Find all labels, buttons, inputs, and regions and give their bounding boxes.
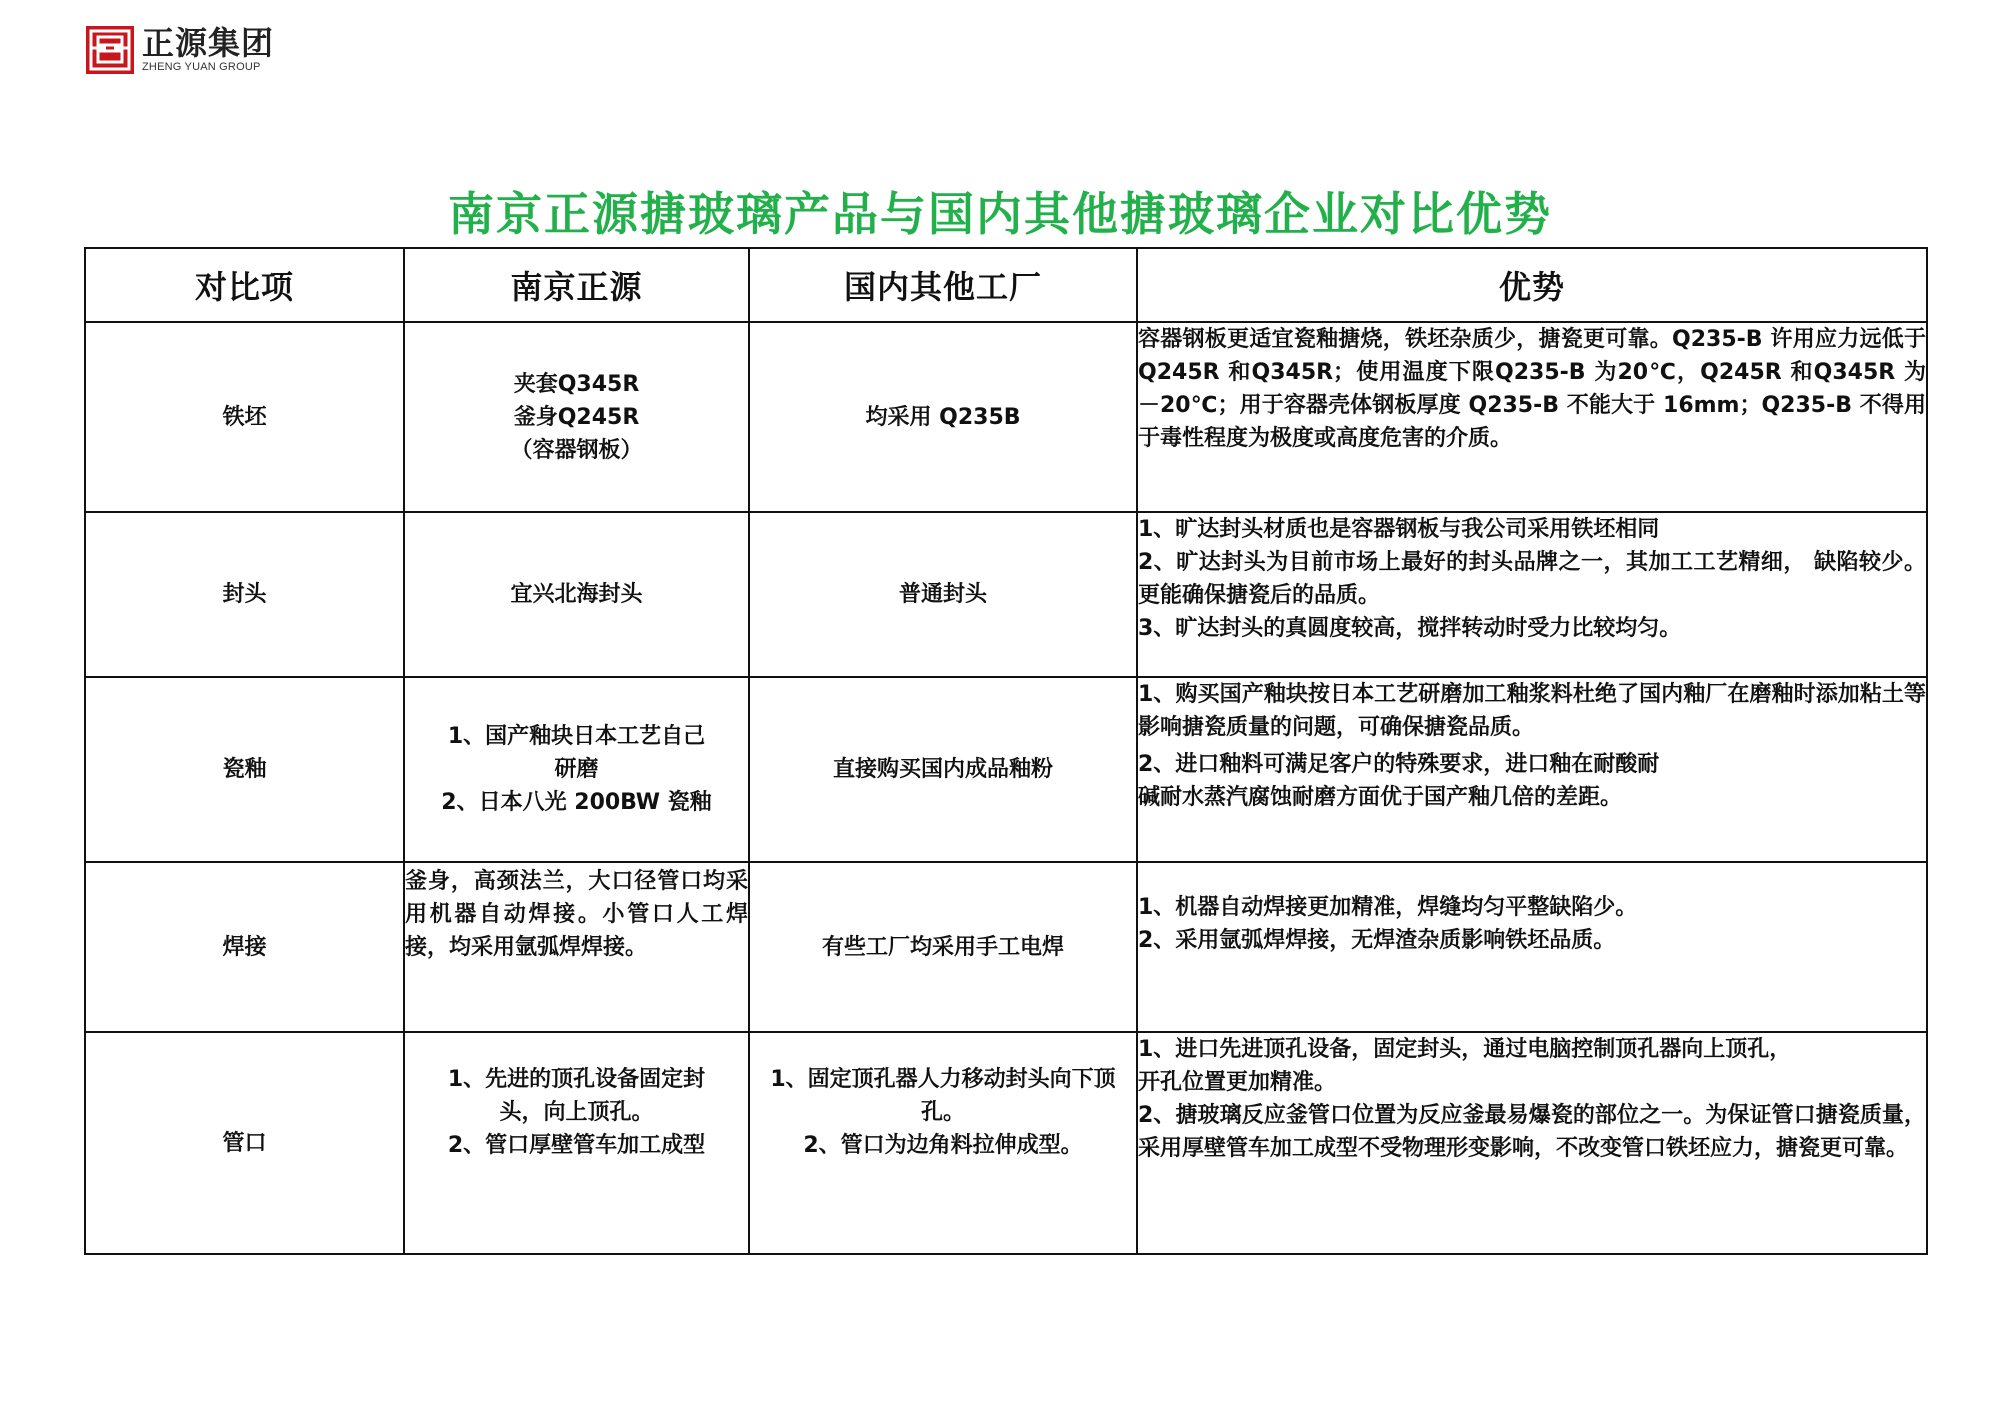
row-zhengyuan: 釜身，高颈法兰，大口径管口均采用机器自动焊接。小管口人工焊接，均采用氩弧焊焊接。 bbox=[404, 862, 749, 1032]
table-row bbox=[85, 322, 1927, 512]
row-item: 管口 bbox=[85, 1032, 404, 1254]
cell-line: 研磨 bbox=[554, 757, 599, 782]
table-row bbox=[85, 862, 1927, 1032]
row-advantage bbox=[1137, 1032, 1927, 1254]
header-item: 对比项 bbox=[85, 248, 404, 322]
row-zhengyuan bbox=[404, 1032, 749, 1254]
header-advantage: 优势 bbox=[1137, 248, 1927, 322]
cell-line: 开孔位置更加精准。 bbox=[1138, 1070, 1337, 1095]
cell-line: 2、管口为边角料拉伸成型。 bbox=[803, 1133, 1083, 1158]
row-others bbox=[749, 322, 1137, 512]
row-advantage: 容器钢板更适宜瓷釉搪烧，铁坯杂质少，搪瓷更可靠。Q235-B 许用应力远低于 Q245R 和Q345R；使用温度下限Q235-B 为20℃，Q245R 和Q345R 为－20℃；用于容器壳体钢板厚度 Q235-B 不能大于 16mm；Q235-B 不得用于毒性程度为极度或高度危害的介质。 bbox=[1137, 322, 1927, 512]
row-item: 瓷釉 bbox=[85, 677, 404, 862]
header-zhengyuan: 南京正源 bbox=[404, 248, 749, 322]
cell-line: 1、固定顶孔器人力移动封头向下顶 bbox=[770, 1067, 1116, 1092]
document-title: 南京正源搪玻璃产品与国内其他搪玻璃企业对比优势 bbox=[448, 187, 1552, 241]
cell-line: 普通封头 bbox=[898, 582, 987, 607]
table-row bbox=[85, 677, 1927, 862]
cell-line: 1、进口先进顶孔设备，固定封头，通过电脑控制顶孔器向上顶孔， bbox=[1138, 1037, 1792, 1062]
cell-line: 2、进口釉料可满足客户的特殊要求，进口釉在耐酸耐 bbox=[1138, 752, 1660, 777]
cell-line: 2、管口厚壁管车加工成型 bbox=[447, 1133, 706, 1158]
cell-line: 2、采用氩弧焊焊接，无焊渣杂质影响铁坯品质。 bbox=[1138, 928, 1616, 953]
cell-line: 直接购买国内成品釉粉 bbox=[832, 757, 1053, 782]
logo-name-en: ZHENG YUAN GROUP bbox=[142, 61, 261, 73]
table-row bbox=[85, 512, 1927, 677]
table-header-row bbox=[85, 248, 1927, 322]
cell-line: 夹套Q345R bbox=[513, 371, 640, 397]
cell-line: 2、旷达封头为目前市场上最好的封头品牌之一，其加工工艺精细， 缺陷较少。更能确保搪瓷后的品质。 bbox=[1138, 550, 1926, 608]
row-advantage bbox=[1137, 862, 1927, 1032]
cell-line: 2、搪玻璃反应釜管口位置为反应釜最易爆瓷的部位之一。为保证管口搪瓷质量，采用厚壁管车加工成型不受物理形变影响，不改变管口铁坯应力，搪瓷更可靠。 bbox=[1138, 1103, 1926, 1161]
cell-line: （容器钢板） bbox=[510, 437, 643, 463]
row-advantage bbox=[1137, 512, 1927, 677]
row-zhengyuan bbox=[404, 677, 749, 862]
cell-line: 1、先进的顶孔设备固定封 bbox=[447, 1067, 706, 1092]
cell-line: 1、机器自动焊接更加精准，焊缝均匀平整缺陷少。 bbox=[1138, 895, 1638, 920]
row-zhengyuan bbox=[404, 322, 749, 512]
table-row bbox=[85, 1032, 1927, 1254]
cell-line: 1、购买国产釉块按日本工艺研磨加工釉浆料杜绝了国内釉厂在磨釉时添加粘土等影响搪瓷质量的问题，可确保搪瓷品质。 bbox=[1138, 682, 1926, 740]
zhengyuan-logo-icon bbox=[86, 26, 134, 74]
cell-line: 有些工厂均采用手工电焊 bbox=[821, 934, 1064, 960]
company-logo bbox=[86, 24, 274, 76]
cell-line: 2、日本八光 200BW 瓷釉 bbox=[441, 790, 712, 815]
cell-line: 1、国产釉块日本工艺自己 bbox=[447, 724, 706, 749]
row-zhengyuan bbox=[404, 512, 749, 677]
row-item: 铁坯 bbox=[85, 322, 404, 512]
cell-line: 碱耐水蒸汽腐蚀耐磨方面优于国产釉几倍的差距。 bbox=[1138, 785, 1623, 810]
header-others: 国内其他工厂 bbox=[749, 248, 1137, 322]
logo-name-cn: 正源集团 bbox=[142, 24, 275, 62]
comparison-table bbox=[84, 247, 1928, 1255]
row-others bbox=[749, 862, 1137, 1032]
cell-line: 宜兴北海封头 bbox=[510, 582, 643, 607]
cell-line: 1、旷达封头材质也是容器钢板与我公司采用铁坯相同 bbox=[1138, 517, 1660, 542]
row-others bbox=[749, 1032, 1137, 1254]
row-others bbox=[749, 512, 1137, 677]
row-advantage bbox=[1137, 677, 1927, 862]
cell-line: 3、旷达封头的真圆度较高，搅拌转动时受力比较均匀。 bbox=[1138, 616, 1682, 641]
row-item: 封头 bbox=[85, 512, 404, 677]
row-item: 焊接 bbox=[85, 862, 404, 1032]
cell-line: 孔。 bbox=[920, 1100, 965, 1125]
cell-line: 釜身Q245R bbox=[513, 404, 640, 430]
row-others bbox=[749, 677, 1137, 862]
cell-line: 均采用 Q235B bbox=[865, 404, 1021, 430]
cell-line: 头，向上顶孔。 bbox=[499, 1100, 654, 1125]
